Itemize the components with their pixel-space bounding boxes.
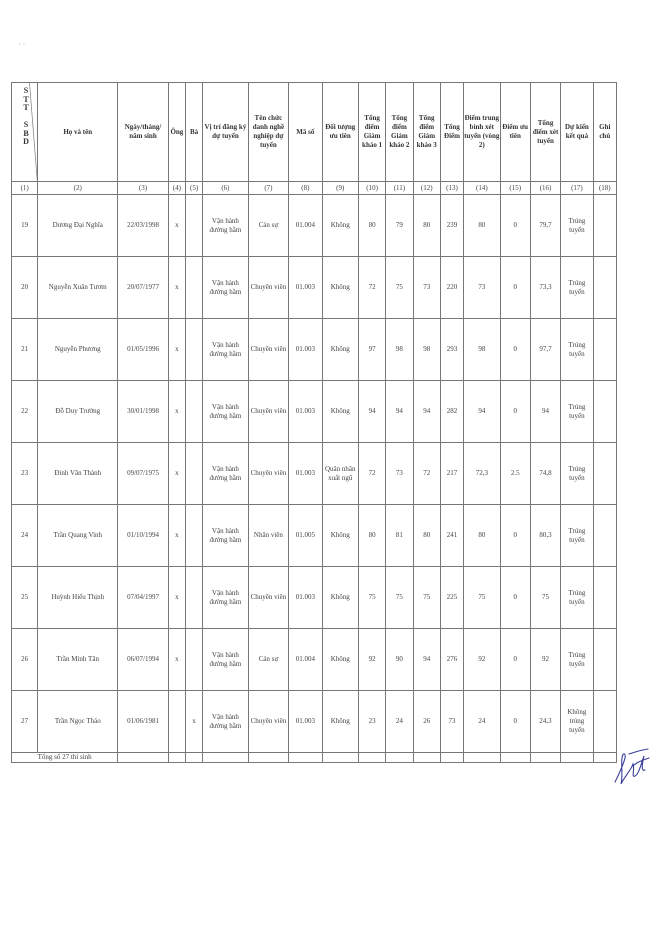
position-cell: Vận hành đường hầm	[203, 505, 249, 567]
average-score-cell: 80	[464, 505, 500, 567]
score-gk1-cell: 94	[358, 381, 385, 443]
priority-cell: Không	[322, 319, 358, 381]
score-gk1-cell: 80	[358, 505, 385, 567]
footer-cell	[530, 753, 560, 763]
note-cell	[593, 505, 616, 567]
final-score-cell: 80,3	[530, 505, 560, 567]
header-gk3: Tổng điểm Giám khảo 3	[413, 83, 440, 182]
dob-cell: 01/05/1996	[118, 319, 169, 381]
colnum: (12)	[413, 182, 440, 195]
bonus-score-cell: 0	[500, 257, 530, 319]
position-cell: Vận hành đường hầm	[203, 691, 249, 753]
priority-cell: Không	[322, 567, 358, 629]
dob-cell: 01/10/1994	[118, 505, 169, 567]
colnum: (10)	[358, 182, 385, 195]
score-gk2-cell: 73	[386, 443, 413, 505]
header-position: Vị trí đăng ký dự tuyển	[203, 83, 249, 182]
results-table	[11, 82, 617, 763]
header-row	[12, 83, 617, 182]
dob-cell: 30/01/1998	[118, 381, 169, 443]
average-score-cell: 94	[464, 381, 500, 443]
gender-male-cell: x	[168, 567, 185, 629]
title-cell: Chuyên viên	[248, 443, 288, 505]
score-gk1-cell: 72	[358, 257, 385, 319]
total-score-cell: 282	[440, 381, 463, 443]
stt-cell: 25	[12, 567, 38, 629]
final-score-cell: 75	[530, 567, 560, 629]
colnum: (9)	[322, 182, 358, 195]
priority-cell: Không	[322, 257, 358, 319]
signature-icon	[611, 744, 651, 789]
total-score-cell: 293	[440, 319, 463, 381]
footer-row	[12, 753, 617, 763]
bonus-score-cell: 0	[500, 381, 530, 443]
note-cell	[593, 443, 616, 505]
name-cell: Trần Minh Tân	[38, 629, 118, 691]
table-row	[12, 505, 617, 567]
footer-cell	[185, 753, 202, 763]
footer-cell	[322, 753, 358, 763]
name-cell: Huỳnh Hiếu Thịnh	[38, 567, 118, 629]
final-score-cell: 73,3	[530, 257, 560, 319]
footer-cell	[440, 753, 463, 763]
gender-male-cell: x	[168, 505, 185, 567]
average-score-cell: 24	[464, 691, 500, 753]
position-cell: Vận hành đường hầm	[203, 567, 249, 629]
stt-cell: 22	[12, 381, 38, 443]
result-cell: Trúng tuyển	[561, 257, 593, 319]
gender-female-cell	[185, 505, 202, 567]
gender-female-cell	[185, 319, 202, 381]
total-score-cell: 220	[440, 257, 463, 319]
result-cell: Trúng tuyển	[561, 381, 593, 443]
score-gk1-cell: 92	[358, 629, 385, 691]
table-row	[12, 443, 617, 505]
score-gk2-cell: 90	[386, 629, 413, 691]
average-score-cell: 72,3	[464, 443, 500, 505]
final-score-cell: 74,8	[530, 443, 560, 505]
title-cell: Chuyên viên	[248, 319, 288, 381]
note-cell	[593, 567, 616, 629]
result-cell: Trúng tuyển	[561, 505, 593, 567]
code-cell: 01.003	[289, 567, 322, 629]
priority-cell: Không	[322, 381, 358, 443]
average-score-cell: 98	[464, 319, 500, 381]
position-cell: Vận hành đường hầm	[203, 381, 249, 443]
title-cell: Cán sự	[248, 629, 288, 691]
average-score-cell: 80	[464, 195, 500, 257]
header-stt	[12, 83, 38, 182]
header-bonus: Điểm ưu tiên	[500, 83, 530, 182]
header-code: Mã số	[289, 83, 322, 182]
total-score-cell: 239	[440, 195, 463, 257]
score-gk2-cell: 98	[386, 319, 413, 381]
bonus-score-cell: 0	[500, 629, 530, 691]
code-cell: 01.003	[289, 319, 322, 381]
priority-cell: Không	[322, 505, 358, 567]
name-cell: Nguyễn Xuân Tươm	[38, 257, 118, 319]
footer-cell	[118, 753, 169, 763]
result-cell: Trúng tuyển	[561, 567, 593, 629]
average-score-cell: 73	[464, 257, 500, 319]
final-score-cell: 24,3	[530, 691, 560, 753]
result-cell: Trúng tuyển	[561, 629, 593, 691]
dob-cell: 07/04/1997	[118, 567, 169, 629]
colnum: (4)	[168, 182, 185, 195]
table-row	[12, 319, 617, 381]
score-gk2-cell: 75	[386, 257, 413, 319]
stt-cell: 26	[12, 629, 38, 691]
code-cell: 01.005	[289, 505, 322, 567]
title-cell: Chuyên viên	[248, 691, 288, 753]
title-cell: Cán sự	[248, 195, 288, 257]
stt-cell: 20	[12, 257, 38, 319]
code-cell: 01.004	[289, 195, 322, 257]
header-note: Ghi chú	[593, 83, 616, 182]
score-gk2-cell: 79	[386, 195, 413, 257]
header-gk2: Tổng điểm Giám khảo 2	[386, 83, 413, 182]
header-ong: Ông	[168, 83, 185, 182]
score-gk2-cell: 81	[386, 505, 413, 567]
average-score-cell: 75	[464, 567, 500, 629]
dob-cell: 06/07/1994	[118, 629, 169, 691]
header-result: Dự kiến kết quả	[561, 83, 593, 182]
gender-male-cell: x	[168, 319, 185, 381]
note-cell	[593, 319, 616, 381]
result-cell: Trúng tuyển	[561, 319, 593, 381]
score-gk2-cell: 24	[386, 691, 413, 753]
footer-cell	[203, 753, 249, 763]
name-cell: Đỗ Duy Trường	[38, 381, 118, 443]
dob-cell: 22/03/1998	[118, 195, 169, 257]
footer-cell	[386, 753, 413, 763]
colnum: (14)	[464, 182, 500, 195]
name-cell: Trần Ngọc Thảo	[38, 691, 118, 753]
code-cell: 01.004	[289, 629, 322, 691]
dob-cell: 20/07/1977	[118, 257, 169, 319]
colnum: (18)	[593, 182, 616, 195]
table-row	[12, 381, 617, 443]
note-cell	[593, 257, 616, 319]
name-cell: Dương Đại Nghĩa	[38, 195, 118, 257]
bonus-score-cell: 0	[500, 195, 530, 257]
header-total: Tổng Điểm	[440, 83, 463, 182]
footer-cell	[248, 753, 288, 763]
table-row	[12, 629, 617, 691]
table-row	[12, 567, 617, 629]
header-final: Tổng điểm xét tuyển	[530, 83, 560, 182]
name-cell: Trần Quang Vinh	[38, 505, 118, 567]
priority-cell: Không	[322, 691, 358, 753]
score-gk3-cell: 94	[413, 629, 440, 691]
gender-female-cell	[185, 195, 202, 257]
scan-marks: · ·	[18, 40, 26, 49]
score-gk3-cell: 80	[413, 505, 440, 567]
dob-cell: 01/06/1981	[118, 691, 169, 753]
total-score-cell: 73	[440, 691, 463, 753]
score-gk3-cell: 26	[413, 691, 440, 753]
score-gk3-cell: 75	[413, 567, 440, 629]
score-gk3-cell: 94	[413, 381, 440, 443]
total-candidates-label: Tổng số 27 thí sinh	[12, 753, 118, 763]
score-gk3-cell: 73	[413, 257, 440, 319]
table-row	[12, 257, 617, 319]
score-gk1-cell: 72	[358, 443, 385, 505]
gender-male-cell	[168, 691, 185, 753]
bonus-score-cell: 0	[500, 505, 530, 567]
colnum: (6)	[203, 182, 249, 195]
name-cell: Đinh Văn Thành	[38, 443, 118, 505]
note-cell	[593, 195, 616, 257]
header-avg: Điểm trung bình xét tuyển (vòng 2)	[464, 83, 500, 182]
table-body	[12, 195, 617, 753]
header-name: Họ và tên	[38, 83, 118, 182]
score-gk1-cell: 23	[358, 691, 385, 753]
gender-female-cell	[185, 567, 202, 629]
result-cell: Trúng tuyển	[561, 195, 593, 257]
column-number-row	[12, 182, 617, 195]
score-gk2-cell: 94	[386, 381, 413, 443]
score-gk1-cell: 80	[358, 195, 385, 257]
bonus-score-cell: 0	[500, 691, 530, 753]
gender-female-cell: x	[185, 691, 202, 753]
colnum: (1)	[12, 182, 38, 195]
colnum: (2)	[38, 182, 118, 195]
footer-cell	[289, 753, 322, 763]
colnum: (16)	[530, 182, 560, 195]
stt-cell: 23	[12, 443, 38, 505]
colnum: (13)	[440, 182, 463, 195]
total-score-cell: 241	[440, 505, 463, 567]
position-cell: Vận hành đường hầm	[203, 257, 249, 319]
gender-male-cell: x	[168, 257, 185, 319]
footer-cell	[413, 753, 440, 763]
title-cell: Nhân viên	[248, 505, 288, 567]
title-cell: Chuyên viên	[248, 257, 288, 319]
average-score-cell: 92	[464, 629, 500, 691]
gender-female-cell	[185, 381, 202, 443]
title-cell: Chuyên viên	[248, 381, 288, 443]
score-gk2-cell: 75	[386, 567, 413, 629]
position-cell: Vận hành đường hầm	[203, 195, 249, 257]
bonus-score-cell: 0	[500, 567, 530, 629]
priority-cell: Quân nhân xuất ngũ	[322, 443, 358, 505]
code-cell: 01.003	[289, 257, 322, 319]
bonus-score-cell: 2.5	[500, 443, 530, 505]
score-gk3-cell: 72	[413, 443, 440, 505]
result-cell: Không trúng tuyển	[561, 691, 593, 753]
gender-female-cell	[185, 443, 202, 505]
total-score-cell: 217	[440, 443, 463, 505]
header-ba: Bà	[185, 83, 202, 182]
gender-female-cell	[185, 629, 202, 691]
score-gk3-cell: 98	[413, 319, 440, 381]
header-gk1: Tổng điểm Giám khảo 1	[358, 83, 385, 182]
colnum: (7)	[248, 182, 288, 195]
gender-male-cell: x	[168, 443, 185, 505]
table-row	[12, 691, 617, 753]
total-score-cell: 225	[440, 567, 463, 629]
final-score-cell: 79,7	[530, 195, 560, 257]
priority-cell: Không	[322, 195, 358, 257]
position-cell: Vận hành đường hầm	[203, 443, 249, 505]
score-gk1-cell: 97	[358, 319, 385, 381]
header-priority: Đối tượng ưu tiên	[322, 83, 358, 182]
colnum: (17)	[561, 182, 593, 195]
title-cell: Chuyên viên	[248, 567, 288, 629]
dob-cell: 09/07/1975	[118, 443, 169, 505]
position-cell: Vận hành đường hầm	[203, 319, 249, 381]
table-row	[12, 195, 617, 257]
colnum: (8)	[289, 182, 322, 195]
header-title: Tên chức danh nghề nghiệp dự tuyển	[248, 83, 288, 182]
stt-cell: 19	[12, 195, 38, 257]
header-dob: Ngày/tháng/ năm sinh	[118, 83, 169, 182]
header-stt-label: S T T S B D	[23, 86, 29, 146]
final-score-cell: 97,7	[530, 319, 560, 381]
colnum: (15)	[500, 182, 530, 195]
code-cell: 01.003	[289, 443, 322, 505]
total-score-cell: 276	[440, 629, 463, 691]
note-cell	[593, 629, 616, 691]
gender-female-cell	[185, 257, 202, 319]
final-score-cell: 92	[530, 629, 560, 691]
stt-cell: 24	[12, 505, 38, 567]
name-cell: Nguyễn Phương	[38, 319, 118, 381]
stt-cell: 21	[12, 319, 38, 381]
score-gk1-cell: 75	[358, 567, 385, 629]
bonus-score-cell: 0	[500, 319, 530, 381]
footer-cell	[358, 753, 385, 763]
footer-cell	[464, 753, 500, 763]
gender-male-cell: x	[168, 195, 185, 257]
final-score-cell: 94	[530, 381, 560, 443]
footer-cell	[168, 753, 185, 763]
colnum: (3)	[118, 182, 169, 195]
result-cell: Trúng tuyển	[561, 443, 593, 505]
note-cell	[593, 381, 616, 443]
colnum: (5)	[185, 182, 202, 195]
position-cell: Vận hành đường hầm	[203, 629, 249, 691]
stt-cell: 27	[12, 691, 38, 753]
gender-male-cell: x	[168, 629, 185, 691]
footer-cell	[561, 753, 593, 763]
priority-cell: Không	[322, 629, 358, 691]
score-gk3-cell: 80	[413, 195, 440, 257]
code-cell: 01.003	[289, 381, 322, 443]
gender-male-cell: x	[168, 381, 185, 443]
footer-cell	[500, 753, 530, 763]
colnum: (11)	[386, 182, 413, 195]
code-cell: 01.003	[289, 691, 322, 753]
